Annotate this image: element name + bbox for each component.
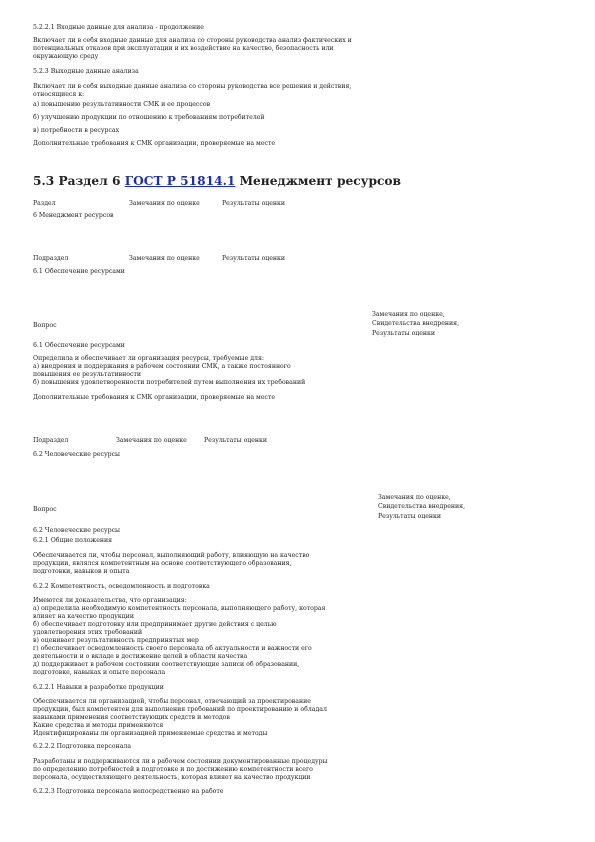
subsection-title: 5.2.2.1 Входные данные для анализа - продолжение <box>33 24 204 31</box>
table-header-notes: Замечания по оценке <box>116 437 187 444</box>
paragraph-line: подготовке, навыках и опыте персонала <box>33 669 166 676</box>
table-row: 6.2 Человеческие ресурсы <box>33 451 120 458</box>
paragraph-line: персонала, осуществляющего деятельность, которая влияет на качество продукции <box>33 774 311 781</box>
table-row: 6 Менеджмент ресурсов <box>33 212 114 219</box>
paragraph-line: Включает ли в себя выходные данные анализа со стороны руководства все решения и действия, <box>33 83 352 90</box>
paragraph-line: Обеспечивается ли организацией, чтобы персонал, отвечающий за проектирование <box>33 698 311 705</box>
list-item: а) повышению результативности СМК и ее процессов <box>33 101 211 108</box>
paragraph-line: удовлетворения этих требований <box>33 629 143 636</box>
paragraph-line: б) повышения удовлетворенности потребителей путем выполнения их требований <box>33 379 306 386</box>
paragraph-line: г) обеспечивает осведомленность своего персонала об актуальности и важности его <box>33 645 312 652</box>
paragraph-line: Обеспечивается ли, чтобы персонал, выполняющий работу, влияющую на качество <box>33 552 310 559</box>
paragraph-line: а) внедрения и поддержания в рабочем состоянии СМК, а также постоянного <box>33 363 291 370</box>
table-header-notes: Замечания по оценке <box>129 200 200 207</box>
paragraph-line: продукции, был компетентен для выполнения требований по проектированию и обладал <box>33 706 327 713</box>
paragraph-line: а) определила необходимую компетентность персонала, выполняющего работу, которая <box>33 605 326 612</box>
subsection-title: 5.2.3 Выходные данные анализа <box>33 68 139 75</box>
column-notes-header: Замечания по оценке, Свидетельства внедрения, Результаты оценки <box>372 311 460 337</box>
table-header-section: Раздел <box>33 200 56 207</box>
heading-prefix: 5.3 Раздел 6 <box>33 174 121 188</box>
additional-requirements: Дополнительные требования к СМК организации, проверяемые на месте <box>33 394 276 401</box>
paragraph-line: Имеются ли доказательства, что организация: <box>33 597 187 604</box>
table-header-notes: Замечания по оценке <box>129 255 200 262</box>
paragraph-line: повышения ее результативности <box>33 371 142 378</box>
column-question-header: Вопрос <box>33 322 57 329</box>
paragraph-line: б) обеспечивает подготовку или предпринимает другие действия с целью <box>33 621 277 628</box>
subsection-title: 6.2.2.2 Подготовка персонала <box>33 743 132 750</box>
paragraph-line: потенциальных отказов при эксплуатации и их воздействие на качество, безопасность или <box>33 45 334 52</box>
list-item: в) потребности в ресурсах <box>33 127 120 134</box>
list-item: б) улучшению продукции по отношению к требованиям потребителей <box>33 114 265 121</box>
paragraph-line: продукции, являлся компетентным на основе соответствующего образования, <box>33 560 292 567</box>
subsection-title: 6.2.2.1 Навыки в разработке продукции <box>33 684 164 691</box>
paragraph-line: Какие средства и методы применяются <box>33 722 164 729</box>
paragraph-line: подготовки, навыков и опыта <box>33 568 130 575</box>
table-row: 6.2 Человеческие ресурсы <box>33 527 120 534</box>
gost-link[interactable]: ГОСТ Р 51814.1 <box>124 174 236 188</box>
paragraph-line: д) поддерживает в рабочем состоянии соответствующие записи об образовании, <box>33 661 300 668</box>
table-header-subsection: Подраздел <box>33 255 69 262</box>
subsection-title: 6.2.1 Общие положения <box>33 537 113 544</box>
paragraph-line: навыками применения соответствующих средств и методов <box>33 714 230 721</box>
paragraph-line: Включает ли в себя входные данные для анализа со стороны руководства анализ фактических и <box>33 37 352 44</box>
paragraph-line: по определению потребностей в подготовке и по достижению компетентности всего <box>33 766 313 773</box>
heading-suffix: Менеджмент ресурсов <box>239 174 402 188</box>
paragraph-line: Разработаны и поддерживаются ли в рабочем состоянии документированные процедуры <box>33 758 328 765</box>
table-row: 6.1 Обеспечение ресурсами <box>33 342 125 349</box>
paragraph-line: деятельности и о вкладе в достижение целей в области качества <box>33 653 248 660</box>
subsection-title: 6.2.2 Компетентность, осведомленность и подготовка <box>33 583 210 590</box>
table-header-results: Результаты оценки <box>222 200 286 207</box>
subsection-title: 6.2.2.3 Подготовка персонала непосредственно на работе <box>33 788 224 795</box>
table-header-results: Результаты оценки <box>222 255 286 262</box>
paragraph-line: окружающую среду <box>33 53 99 60</box>
additional-requirements: Дополнительные требования к СМК организации, проверяемые на месте <box>33 140 276 147</box>
table-row: 6.1 Обеспечение ресурсами <box>33 268 125 275</box>
table-header-subsection: Подраздел <box>33 437 69 444</box>
paragraph-line: Определила и обеспечивает ли организация ресурсы, требуемые для: <box>33 355 264 362</box>
paragraph-line: в) оценивает результативность предпринятых мер <box>33 637 199 644</box>
section-heading <box>33 174 401 188</box>
paragraph-line: влияет на качество продукции <box>33 613 135 620</box>
paragraph-line: относящиеся к: <box>33 91 85 98</box>
paragraph-line: Идентифицированы ли организацией применяемые средства и методы <box>33 730 268 737</box>
table-header-results: Результаты оценки <box>204 437 268 444</box>
column-question-header: Вопрос <box>33 506 57 513</box>
column-notes-header: Замечания по оценке, Свидетельства внедрения, Результаты оценки <box>378 494 466 520</box>
